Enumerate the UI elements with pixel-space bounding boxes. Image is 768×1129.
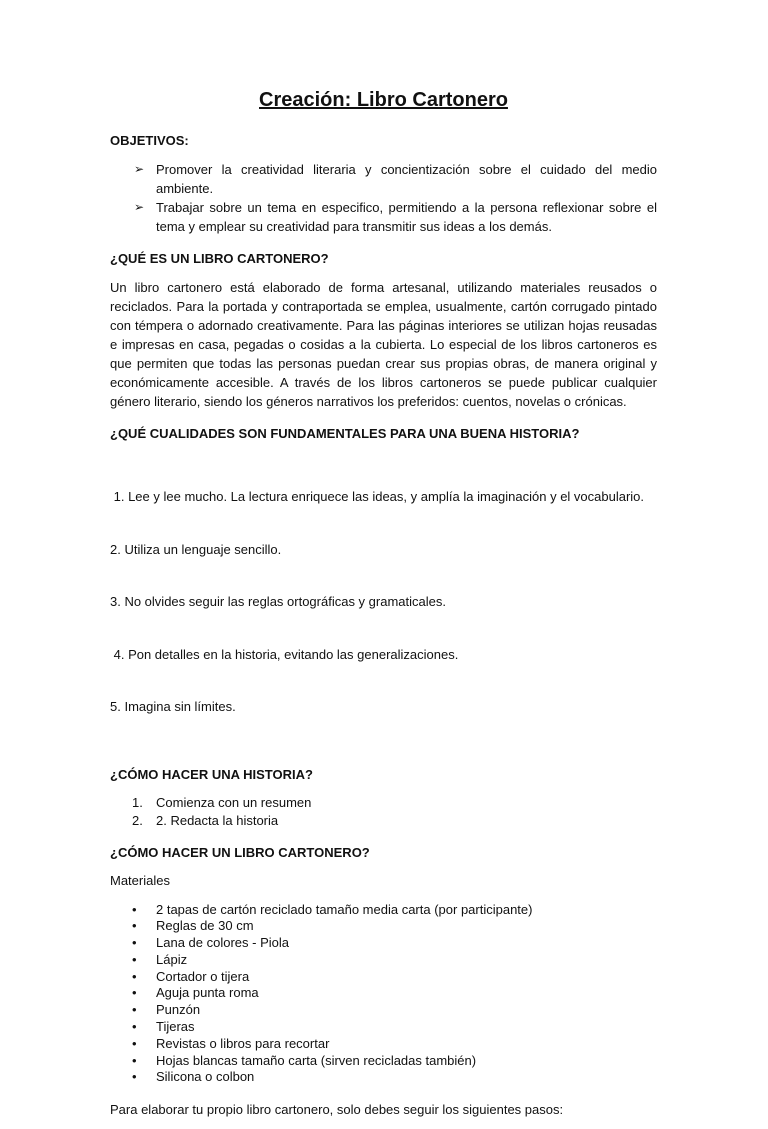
list-item — [110, 918, 657, 935]
que-es-heading: ¿QUÉ ES UN LIBRO CARTONERO? — [110, 251, 329, 266]
bullet-icon: • — [132, 1052, 137, 1068]
cualidades-heading: ¿QUÉ CUALIDADES SON FUNDAMENTALES PARA UNA BUENA HISTORIA? — [110, 426, 580, 441]
step-number: 1. — [132, 794, 143, 810]
closing-paragraph: Para elaborar tu propio libro cartonero, solo debes seguir los siguientes pasos: — [110, 1102, 564, 1118]
material-text: Revistas o libros para recortar — [156, 1035, 330, 1051]
cualidades-list — [110, 453, 657, 752]
arrow-bullet-icon: ➢ — [134, 162, 145, 176]
material-text: Tijeras — [156, 1019, 195, 1035]
bullet-icon: • — [132, 1019, 137, 1035]
list-item: 4. Pon detalles en la historia, evitando las generalizaciones. — [110, 646, 459, 662]
list-item — [110, 812, 657, 830]
material-text: Cortador o tijera — [156, 968, 250, 984]
material-text: Hojas blancas tamaño carta (sirven recicladas también) — [156, 1052, 477, 1068]
como-libro-heading: ¿CÓMO HACER UN LIBRO CARTONERO? — [110, 844, 370, 860]
materiales-label: Materiales — [110, 872, 170, 888]
document-title: Creación: Libro Cartonero — [259, 89, 508, 111]
list-item — [110, 952, 657, 969]
step-text: Comienza con un resumen — [156, 794, 312, 810]
step-text: 2. Redacta la historia — [156, 812, 279, 828]
bullet-icon: • — [132, 968, 137, 984]
objetivo-text: Trabajar sobre un tema en especifico, permitiendo a la persona reflexionar sobre el tema y emplear su creatividad para transmitir sus ideas a los demás. — [156, 200, 657, 234]
material-text: Lápiz — [156, 951, 188, 967]
list-item — [110, 1002, 657, 1019]
list-item — [110, 160, 657, 198]
list-item — [110, 1036, 657, 1053]
material-text: Lana de colores - Piola — [156, 935, 289, 951]
bullet-icon: • — [132, 918, 137, 934]
material-text: 2 tapas de cartón reciclado tamaño media carta (por participante) — [156, 901, 533, 917]
list-item: 1. Lee y lee mucho. La lectura enriquece las ideas, y amplía la imaginación y el vocabulario. — [110, 489, 645, 504]
list-item — [110, 1053, 657, 1070]
objetivos-list — [110, 160, 657, 236]
material-text: Reglas de 30 cm — [156, 918, 254, 934]
objetivo-text: Promover la creatividad literaria y concientización sobre el cuidado del medio ambiente. — [156, 162, 657, 196]
materiales-list — [110, 902, 657, 1087]
document-page — [110, 86, 657, 1129]
list-item — [110, 198, 657, 236]
list-item: 2. Utiliza un lenguaje sencillo. — [110, 541, 282, 557]
list-item — [110, 985, 657, 1002]
list-item — [110, 902, 657, 919]
material-text: Punzón — [156, 1002, 201, 1018]
objetivos-heading: OBJETIVOS: — [110, 133, 189, 148]
list-item — [110, 794, 657, 812]
bullet-icon: • — [132, 1035, 137, 1051]
material-text: Silicona o colbon — [156, 1069, 255, 1085]
bullet-icon: • — [132, 951, 137, 967]
como-historia-steps — [110, 794, 657, 830]
bullet-icon: • — [132, 1069, 137, 1085]
que-es-paragraph: Un libro cartonero está elaborado de forma artesanal, utilizando materiales reusados o reciclados. Para la portada y contraportada se emplea, usualmente, cartón corrugado pintado con témpera o adornado creativamente. Para las páginas interiores se utilizan hojas reusadas e impresas en casa, pegadas o cosidas a la cubierta. Lo especial de los libros cartoneros es que permiten que todas las personas puedan crear sus propias obras, de manera original y económicamente accesible. A través de los libros cartoneros se puede publicar cualquier género literario, siendo los géneros narrativos los preferidos: cuentos, novelas o crónicas. — [110, 280, 657, 409]
bullet-icon: • — [132, 901, 137, 917]
arrow-bullet-icon: ➢ — [134, 200, 145, 214]
bullet-icon: • — [132, 935, 137, 951]
list-item: 3. No olvides seguir las reglas ortográficas y gramaticales. — [110, 594, 446, 609]
material-text: Aguja punta roma — [156, 985, 259, 1001]
bullet-icon: • — [132, 1002, 137, 1018]
list-item: 5. Imagina sin límites. — [110, 699, 236, 714]
como-historia-heading: ¿CÓMO HACER UNA HISTORIA? — [110, 766, 313, 782]
list-item — [110, 1069, 657, 1086]
bullet-icon: • — [132, 985, 137, 1001]
list-item — [110, 935, 657, 952]
step-number: 2. — [132, 812, 143, 828]
list-item — [110, 1019, 657, 1036]
list-item — [110, 969, 657, 986]
